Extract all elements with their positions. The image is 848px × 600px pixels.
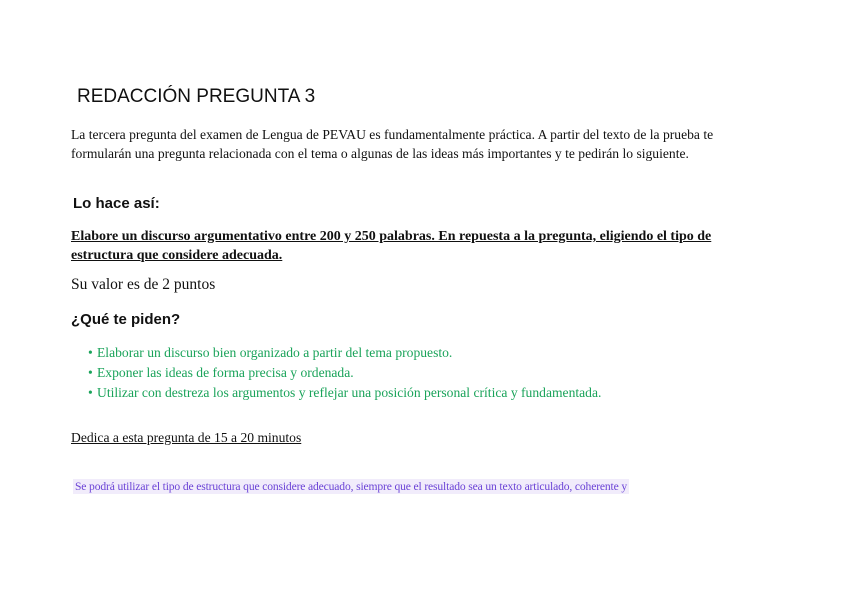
subheading-que-te-piden: ¿Qué te piden? — [71, 311, 181, 328]
score-value: Su valor es de 2 puntos — [71, 276, 216, 293]
bullet-icon: • — [88, 345, 93, 360]
list-item — [88, 363, 601, 383]
bullet-icon: • — [88, 365, 93, 380]
page-title: REDACCIÓN PREGUNTA 3 — [77, 86, 316, 107]
task-statement: Elabore un discurso argumentativo entre 200 y 250 palabras. En repuesta a la pregunta, eligiendo el tipo de estructura que considere adecuada. — [71, 229, 712, 263]
bullet-icon: • — [88, 385, 93, 400]
highlighted-note: Se podrá utilizar el tipo de estructura que considere adecuado, siempre que el resultado sea un texto articulado, coherente y — [75, 480, 628, 493]
list-item-text: Elaborar un discurso bien organizado a partir del tema propuesto. — [97, 345, 453, 360]
list-item-text: Utilizar con destreza los argumentos y reflejar una posición personal crítica y fundamentada. — [97, 385, 602, 400]
list-item — [88, 343, 601, 363]
intro-paragraph: La tercera pregunta del examen de Lengua de PEVAU es fundamentalmente práctica. A partir del texto de la prueba te formularán una pregunta relacionada con el tema o algunas de las ideas más importantes y te pedirán lo siguiente. — [71, 127, 714, 161]
subheading-lo-hace-asi: Lo hace así: — [73, 195, 160, 212]
list-item-text: Exponer las ideas de forma precisa y ordenada. — [97, 365, 354, 380]
timing-note: Dedica a esta pregunta de 15 a 20 minutos — [71, 430, 302, 445]
list-item — [88, 383, 601, 403]
requirements-list — [88, 343, 601, 403]
